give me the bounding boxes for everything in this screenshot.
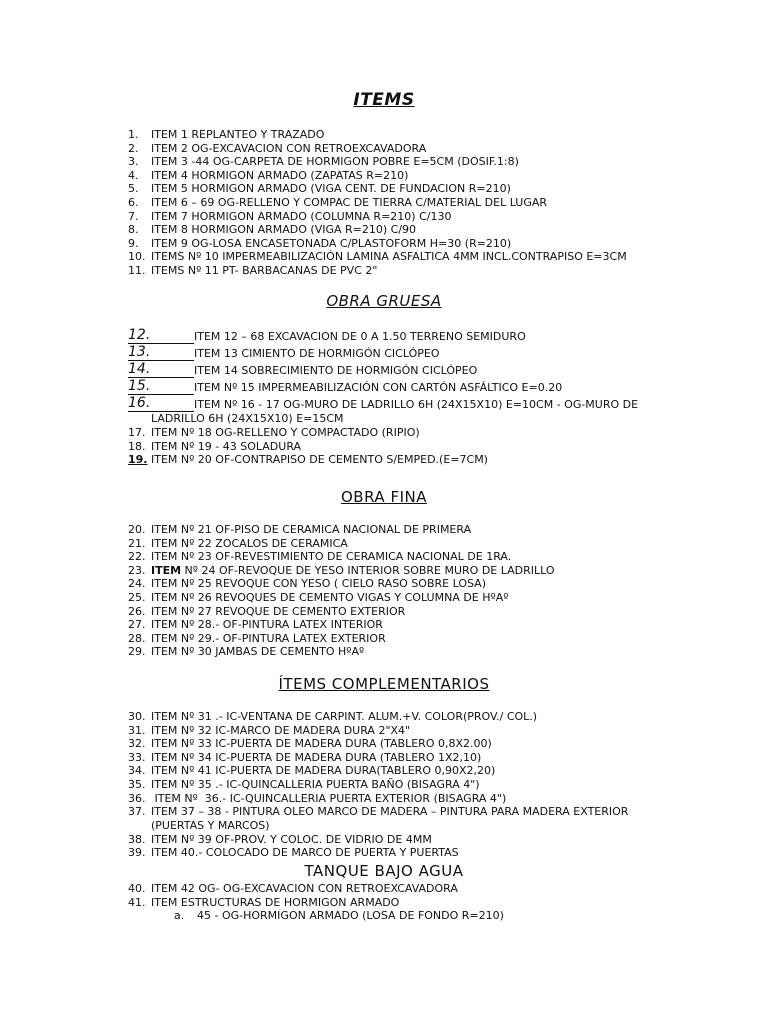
list-item: 7. ITEM 7 HORMIGON ARMADO (COLUMNA R=210) C/130 — [128, 209, 452, 223]
tanque-list — [128, 882, 688, 923]
list-item: 34. ITEM Nº 41 IC-PUERTA DE MADERA DURA(TABLERO 0,90X2,20) — [128, 764, 496, 778]
list-item: 39. ITEM 40.- COLOCADO DE MARCO DE PUERTA Y PUERTAS — [128, 846, 459, 860]
list-item: 19. ITEM Nº 20 OF-CONTRAPISO DE CEMENTO S/EMPED.(E=7CM) — [128, 453, 488, 467]
heading-items-complementarios: ÍTEMS COMPLEMENTARIOS — [278, 675, 490, 693]
list-item: 31. ITEM Nº 32 IC-MARCO DE MADERA DURA 2"X4" — [128, 723, 411, 737]
list-item: 12. ITEM 12 – 68 EXCAVACION DE 0 A 1.50 TERRENO SEMIDURO — [128, 327, 526, 343]
obra-fina-list — [128, 523, 688, 659]
heading-obra-fina: OBRA FINA — [341, 488, 427, 506]
list-item: 37. ITEM 37 – 38 - PINTURA OLEO MARCO DE MADERA – PINTURA PARA MADERA EXTERIOR — [128, 805, 629, 819]
sub-list-item: a. 45 - OG-HORMIGON ARMADO (LOSA DE FONDO R=210) — [174, 909, 504, 923]
list-item: 4. ITEM 4 HORMIGON ARMADO (ZAPATAS R=210) — [128, 168, 409, 182]
list-item: 30. ITEM Nº 31 .- IC-VENTANA DE CARPINT. ALUM.+V. COLOR(PROV./ COL.) — [128, 710, 538, 723]
list-item: 29. ITEM Nº 30 JAMBAS DE CEMENTO HºAº — [128, 645, 365, 659]
list-item: 11. ITEMS Nº 11 PT- BARBACANAS DE PVC 2" — [128, 263, 378, 277]
title-items: ITEMS — [353, 90, 415, 110]
list-item: 8. ITEM 8 HORMIGON ARMADO (VIGA R=210) C/90 — [128, 223, 417, 237]
list-item: 38. ITEM Nº 39 OF-PROV. Y COLOC. DE VIDRIO DE 4MM — [128, 832, 432, 846]
list-item: 17. ITEM Nº 18 OG-RELLENO Y COMPACTADO (RIPIO) — [128, 426, 420, 439]
list-item: 33. ITEM Nº 34 IC-PUERTA DE MADERA DURA (TABLERO 1X2,10) — [128, 750, 482, 764]
list-item: 27. ITEM Nº 28.- OF-PINTURA LATEX INTERIOR — [128, 618, 383, 632]
list-item: 35. ITEM Nº 35 .- IC-QUINCALLERIA PUERTA BAÑO (BISAGRA 4") — [128, 777, 480, 791]
items-list — [128, 128, 688, 278]
list-item-continuation: LADRILLO 6H (24X15X10) E=15CM — [151, 412, 344, 425]
list-item: 6. ITEM 6 – 69 OG-RELLENO Y COMPAC DE TIERRA C/MATERIAL DEL LUGAR — [128, 195, 548, 209]
list-item: 21. ITEM Nº 22 ZOCALOS DE CERAMICA — [128, 536, 348, 550]
list-item: 36. ITEM Nº 36.- IC-QUINCALLERIA PUERTA EXTERIOR (BISAGRA 4") — [128, 791, 507, 805]
list-item: 40. ITEM 42 OG- OG-EXCAVACION CON RETROEXCAVADORA — [128, 882, 458, 895]
list-item: 41. ITEM ESTRUCTURAS DE HORMIGON ARMADO — [128, 895, 400, 909]
list-item: 14. ITEM 14 SOBRECIMIENTO DE HORMIGÓN CICLÓPEO — [128, 361, 478, 377]
list-item: 2. ITEM 2 OG-EXCAVACION CON RETROEXCAVADORA — [128, 141, 427, 155]
list-item: 20. ITEM Nº 21 OF-PISO DE CERAMICA NACIONAL DE PRIMERA — [128, 523, 472, 536]
list-item: 25. ITEM Nº 26 REVOQUES DE CEMENTO VIGAS Y COLUMNA DE HºAº — [128, 590, 509, 604]
list-item: 1. ITEM 1 REPLANTEO Y TRAZADO — [128, 128, 325, 141]
list-item: 18. ITEM Nº 19 - 43 SOLADURA — [128, 439, 302, 453]
list-item: 26. ITEM Nº 27 REVOQUE DE CEMENTO EXTERIOR — [128, 604, 406, 618]
list-item: 3. ITEM 3 -44 OG-CARPETA DE HORMIGON POBRE E=5CM (DOSIF.1:8) — [128, 155, 519, 169]
list-item: 23. ITEM Nº 24 OF-REVOQUE DE YESO INTERIOR SOBRE MURO DE LADRILLO — [128, 563, 555, 577]
list-item: 16. ITEM Nº 16 - 17 OG-MURO DE LADRILLO 6H (24X15X10) E=10CM - OG-MURO DE — [128, 395, 639, 411]
list-item-continuation: (PUERTAS Y MARCOS) — [151, 818, 270, 832]
complementarios-list — [128, 710, 688, 860]
list-item: 13. ITEM 13 CIMIENTO DE HORMIGÓN CICLÓPEO — [128, 344, 440, 360]
list-item: 9. ITEM 9 OG-LOSA ENCASETONADA C/PLASTOFORM H=30 (R=210) — [128, 236, 512, 250]
list-item: 5. ITEM 5 HORMIGON ARMADO (VIGA CENT. DE FUNDACION R=210) — [128, 182, 511, 196]
list-item: 15. ITEM Nº 15 IMPERMEABILIZACIÓN CON CARTÓN ASFÁLTICO E=0.20 — [128, 378, 563, 394]
obra-gruesa-list — [128, 327, 688, 467]
list-item: 24. ITEM Nº 25 REVOQUE CON YESO ( CIELO RASO SOBRE LOSA) — [128, 577, 487, 591]
heading-obra-gruesa: OBRA GRUESA — [326, 292, 442, 310]
list-item: 28. ITEM Nº 29.- OF-PINTURA LATEX EXTERIOR — [128, 631, 386, 645]
list-item: 10. ITEMS Nº 10 IMPERMEABILIZACIÓN LAMINA ASFALTICA 4MM INCL.CONTRAPISO E=3CM — [128, 250, 627, 264]
heading-tanque-bajo-agua: TANQUE BAJO AGUA — [304, 862, 464, 880]
list-item: 22. ITEM Nº 23 OF-REVESTIMIENTO DE CERAMICA NACIONAL DE 1RA. — [128, 550, 512, 564]
list-item: 32. ITEM Nº 33 IC-PUERTA DE MADERA DURA (TABLERO 0,8X2.00) — [128, 737, 492, 751]
